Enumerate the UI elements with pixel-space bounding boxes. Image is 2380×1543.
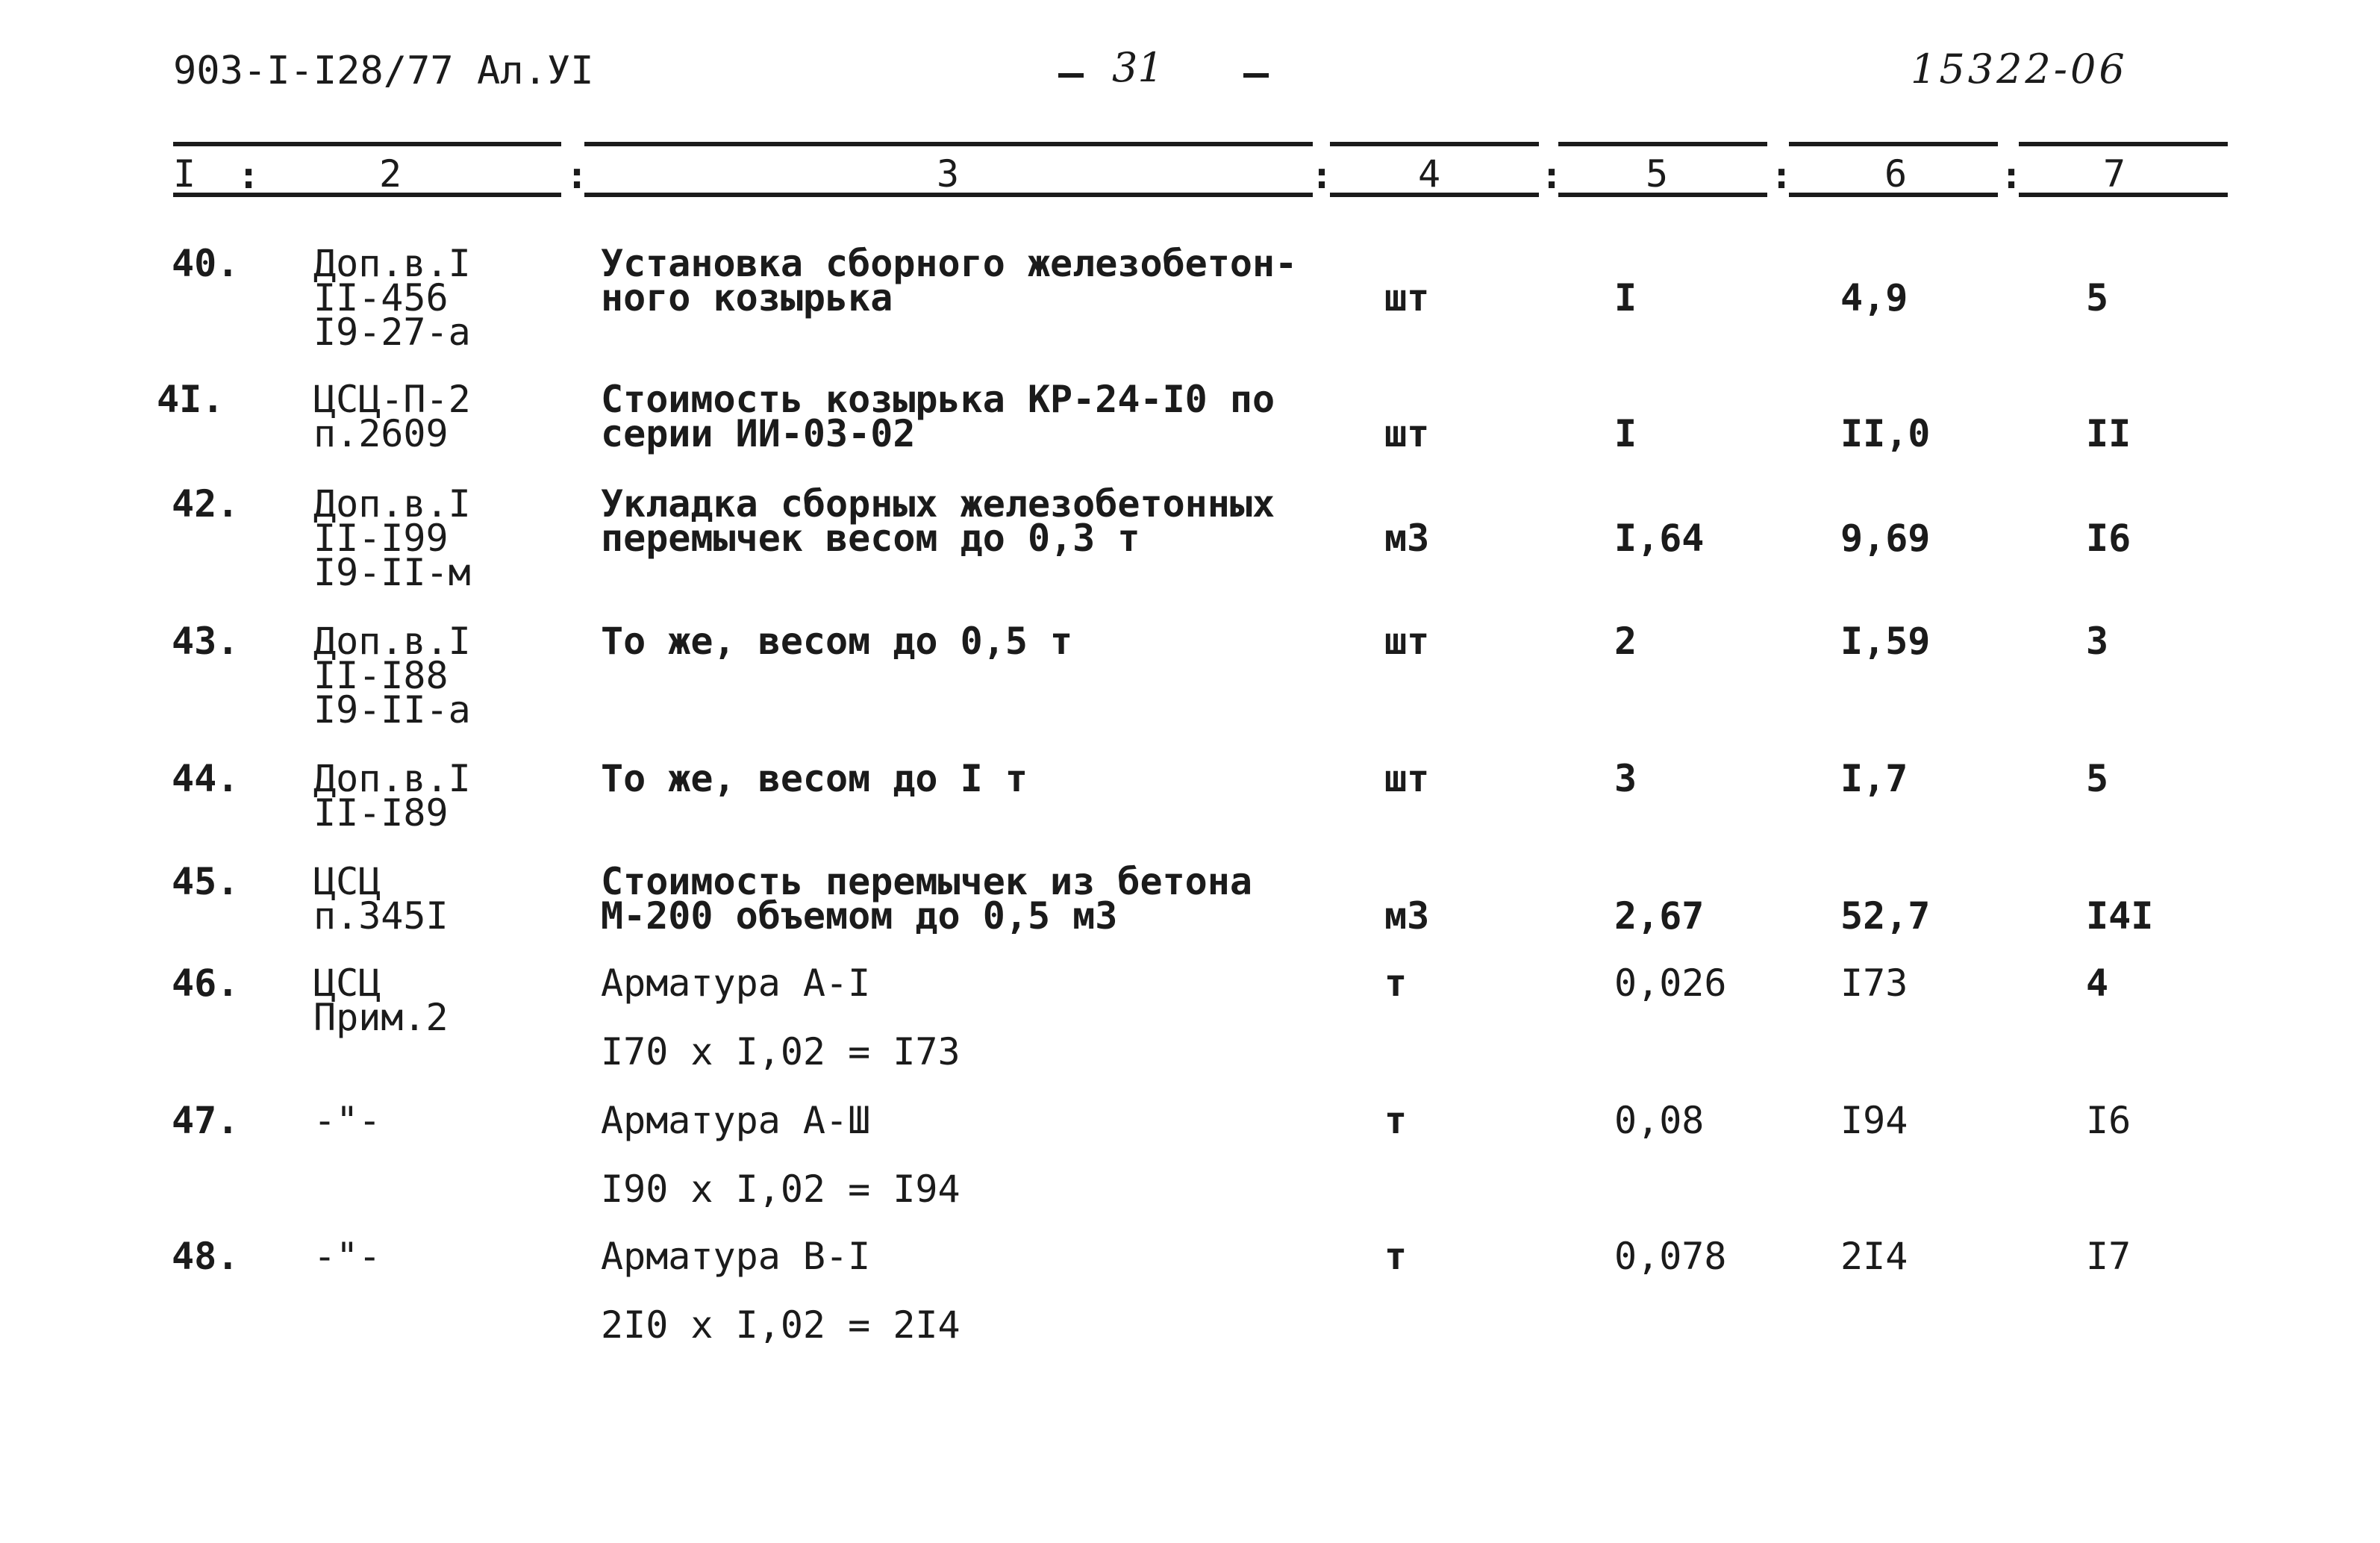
col-header-7: 7: [2103, 152, 2126, 196]
row-description: То же, весом до I т: [601, 757, 1028, 800]
row-unit: м3: [1384, 517, 1430, 560]
col-separator: :: [1311, 154, 1334, 197]
header-bottom-line-1: [173, 193, 561, 197]
col-separator: :: [1540, 154, 1564, 197]
row-number: 44.: [172, 757, 240, 800]
col-header-5: 5: [1646, 152, 1669, 196]
row-price: I73: [1840, 961, 1908, 1005]
row-unit: т: [1384, 1235, 1408, 1278]
row-total: 3: [2086, 620, 2109, 663]
row-unit: шт: [1384, 276, 1430, 319]
page-dash-right: [1243, 73, 1269, 78]
row-quantity: 0,08: [1614, 1099, 1705, 1142]
row-price: 9,69: [1840, 517, 1931, 560]
row-quantity: 2,67: [1614, 894, 1705, 938]
row-total: II: [2086, 412, 2131, 455]
row-reference: Доп.в.I II-I89: [313, 757, 471, 835]
row-quantity: 2: [1614, 620, 1637, 663]
col-header-1: I: [173, 152, 196, 196]
row-unit: т: [1384, 961, 1408, 1005]
header-top-line-4: [1558, 142, 1767, 146]
header-top-line-5: [1789, 142, 1998, 146]
row-price: 2I4: [1840, 1235, 1908, 1278]
row-number: 46.: [172, 961, 240, 1005]
row-reference: -"-: [313, 1099, 381, 1142]
row-price: I94: [1840, 1099, 1908, 1142]
row-number: 40.: [172, 242, 240, 285]
header-top-line-1: [173, 142, 561, 146]
row-total: 5: [2086, 757, 2109, 800]
row-description: Арматура А-Ш: [601, 1099, 871, 1142]
row-price: I,59: [1840, 620, 1931, 663]
row-description: Укладка сборных железобетонных перемычек весом до 0,3 т: [601, 482, 1275, 560]
row-total: 5: [2086, 276, 2109, 319]
row-reference: ЦСЦ-П-2 п.2609: [313, 378, 471, 455]
row-quantity: 0,026: [1614, 961, 1727, 1005]
col-separator: :: [237, 154, 260, 197]
row-calculation: 2I0 x I,02 = 2I4: [601, 1303, 961, 1347]
row-total: 4: [2086, 961, 2109, 1005]
row-price: 52,7: [1840, 894, 1931, 938]
row-unit: т: [1384, 1099, 1408, 1142]
row-description: Арматура А-I: [601, 961, 871, 1005]
row-reference: Доп.в.I II-I88 I9-II-а: [313, 620, 471, 732]
row-price: 4,9: [1840, 276, 1908, 319]
row-number: 4I.: [157, 378, 225, 421]
col-header-4: 4: [1418, 152, 1441, 196]
row-price: II,0: [1840, 412, 1931, 455]
row-total: I6: [2086, 1099, 2131, 1142]
handwritten-number: 15322-06: [1911, 46, 2128, 93]
row-description: То же, весом до 0,5 т: [601, 620, 1073, 663]
row-quantity: I: [1614, 412, 1637, 455]
row-unit: м3: [1384, 894, 1430, 938]
row-unit: шт: [1384, 620, 1430, 663]
row-total: I7: [2086, 1235, 2131, 1278]
row-total: I4I: [2086, 894, 2154, 938]
row-description: Установка сборного железобетон- ного козырька: [601, 242, 1298, 319]
row-reference: ЦСЦ п.345I: [313, 860, 449, 938]
header-top-line-6: [2019, 142, 2228, 146]
row-calculation: I90 x I,02 = I94: [601, 1168, 961, 1211]
row-reference: ЦСЦ Прим.2: [313, 961, 449, 1039]
col-header-2: 2: [379, 152, 402, 196]
row-number: 45.: [172, 860, 240, 903]
page-number: 31: [1112, 44, 1164, 91]
row-description: Стоимость перемычек из бетона М-200 объемом до 0,5 м3: [601, 860, 1252, 938]
page-dash-left: [1058, 73, 1084, 78]
row-description: Стоимость козырька КР-24-I0 по серии ИИ-03-02: [601, 378, 1275, 455]
col-separator: :: [2000, 154, 2023, 197]
row-number: 43.: [172, 620, 240, 663]
row-quantity: I,64: [1614, 517, 1705, 560]
col-separator: :: [1770, 154, 1793, 197]
row-quantity: 3: [1614, 757, 1637, 800]
document-code: 903-I-I28/77 Ал.УI: [173, 49, 594, 93]
row-number: 42.: [172, 482, 240, 526]
col-header-6: 6: [1884, 152, 1908, 196]
row-number: 48.: [172, 1235, 240, 1278]
row-price: I,7: [1840, 757, 1908, 800]
row-unit: шт: [1384, 412, 1430, 455]
header-top-line-2: [584, 142, 1313, 146]
row-reference: -"-: [313, 1235, 381, 1278]
col-header-3: 3: [937, 152, 960, 196]
row-total: I6: [2086, 517, 2131, 560]
row-unit: шт: [1384, 757, 1430, 800]
row-calculation: I70 x I,02 = I73: [601, 1030, 961, 1073]
row-number: 47.: [172, 1099, 240, 1142]
header-top-line-3: [1330, 142, 1539, 146]
row-description: Арматура В-I: [601, 1235, 871, 1278]
row-reference: Доп.в.I II-I99 I9-II-м: [313, 482, 471, 594]
row-quantity: 0,078: [1614, 1235, 1727, 1278]
row-quantity: I: [1614, 276, 1637, 319]
row-reference: Доп.в.I II-456 I9-27-а: [313, 242, 471, 354]
col-separator: :: [566, 154, 589, 197]
